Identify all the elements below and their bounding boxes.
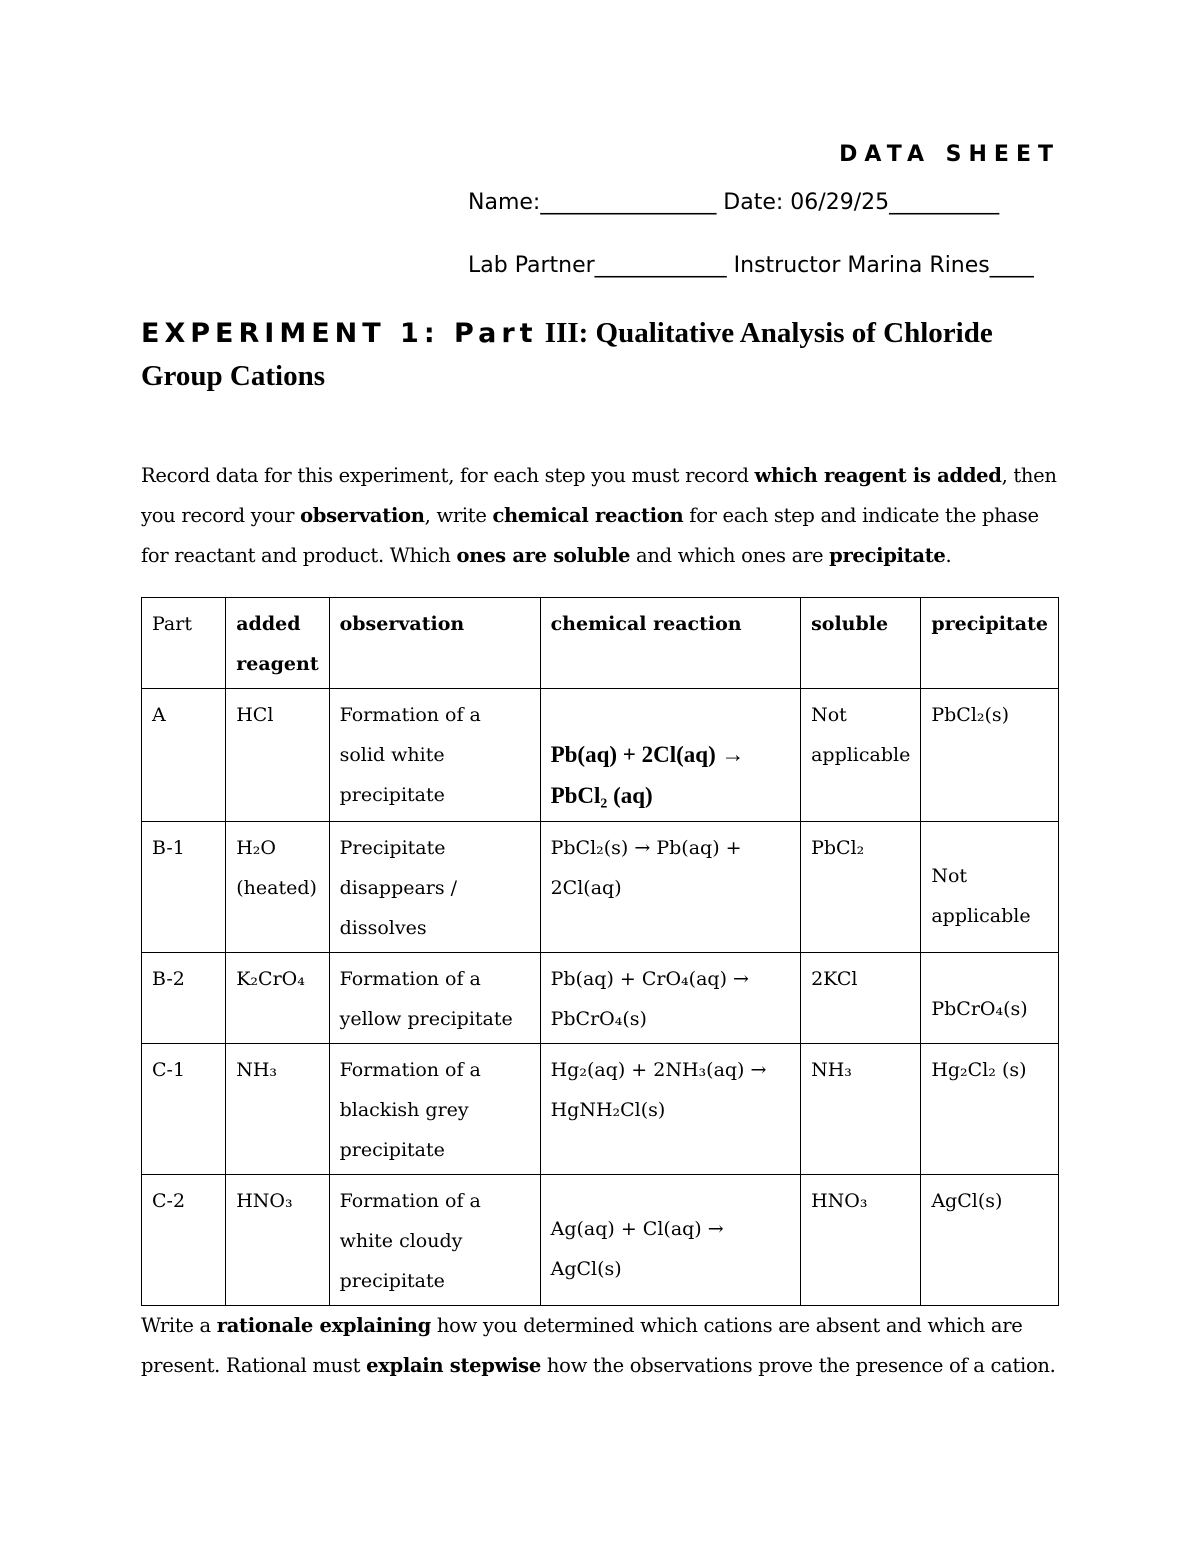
cell-part: B-1 <box>142 822 226 953</box>
experiment-label: EXPERIMENT 1: Part <box>141 318 538 349</box>
header-chemical-reaction: chemical reaction <box>540 598 800 689</box>
instr-bold-1: which reagent is added <box>754 464 1002 487</box>
instr-bold-2: observation <box>300 504 425 527</box>
name-date-line: Name:________________ Date: 06/29/25__________ <box>468 190 1000 215</box>
rationale-text-3: how the observations prove the presence of a cation. <box>540 1354 1056 1377</box>
rationale-text-1: Write a <box>141 1314 217 1337</box>
cell-reagent: HCl <box>226 689 329 822</box>
cell-reagent: K₂CrO₄ <box>226 953 329 1044</box>
header-precipitate: precipitate <box>921 598 1059 689</box>
rationale-bold-1: rationale explaining <box>216 1314 431 1337</box>
instr-text-4: for each step and indicate the phase for reactant and product. Which <box>141 504 1039 567</box>
cell-part: C-1 <box>142 1044 226 1175</box>
cell-observation: Formation of a solid white precipitate <box>329 689 540 822</box>
header-part: Part <box>142 598 226 689</box>
cell-observation: Formation of a yellow precipitate <box>329 953 540 1044</box>
table-row <box>142 822 1059 953</box>
table-header-row <box>142 598 1059 689</box>
header-added-reagent: added reagent <box>226 598 329 689</box>
table-row <box>142 1175 1059 1306</box>
experiment-title <box>141 314 1041 400</box>
instr-text-1: Record data for this experiment, for each step you must record <box>141 464 755 487</box>
rationale-paragraph <box>141 1306 1061 1386</box>
cell-observation: Formation of a white cloudy precipitate <box>329 1175 540 1306</box>
cell-reagent: NH₃ <box>226 1044 329 1175</box>
cell-part: B-2 <box>142 953 226 1044</box>
instr-text-2: , then you record your <box>141 464 1057 527</box>
instr-text-5: and which ones are <box>630 544 830 567</box>
cell-precipitate: Hg₂Cl₂ (s) <box>921 1044 1059 1175</box>
cell-soluble: PbCl₂ <box>801 822 921 953</box>
data-table <box>141 597 1059 1306</box>
cell-precipitate: AgCl(s) <box>921 1175 1059 1306</box>
rationale-text-2: how you determined which cations are absent and which are present. Rational must <box>141 1314 1023 1377</box>
instr-bold-4: ones are soluble <box>456 544 631 567</box>
cell-reaction: PbCl₂(s) → Pb(aq) + 2Cl(aq) <box>540 822 800 953</box>
cell-part: A <box>142 689 226 822</box>
table-row <box>142 1044 1059 1175</box>
reaction-text: Pb(aq) + 2Cl(aq) → PbCl₂ (aq) <box>550 742 745 808</box>
instr-text-6: . <box>945 544 952 567</box>
cell-precipitate: Not applicable <box>921 822 1059 953</box>
cell-reagent: HNO₃ <box>226 1175 329 1306</box>
header-observation: observation <box>329 598 540 689</box>
cell-reaction: Ag(aq) + Cl(aq) → AgCl(s) <box>540 1175 800 1306</box>
cell-reagent: H₂O (heated) <box>226 822 329 953</box>
cell-soluble: NH₃ <box>801 1044 921 1175</box>
cell-reaction: Hg₂(aq) + 2NH₃(aq) → HgNH₂Cl(s) <box>540 1044 800 1175</box>
rationale-bold-2: explain stepwise <box>366 1354 541 1377</box>
cell-reaction <box>540 689 800 822</box>
instr-bold-3: chemical reaction <box>492 504 684 527</box>
instr-bold-5: precipitate <box>829 544 946 567</box>
instr-text-3: , write <box>424 504 493 527</box>
cell-soluble: Not applicable <box>801 689 921 822</box>
cell-part: C-2 <box>142 1175 226 1306</box>
cell-soluble: HNO₃ <box>801 1175 921 1306</box>
table-row <box>142 953 1059 1044</box>
cell-reaction: Pb(aq) + CrO₄(aq) → PbCrO₄(s) <box>540 953 800 1044</box>
data-sheet-heading: DATA SHEET <box>839 142 1060 167</box>
header-soluble: soluble <box>801 598 921 689</box>
cell-soluble: 2KCl <box>801 953 921 1044</box>
table-row <box>142 689 1059 822</box>
cell-observation: Formation of a blackish grey precipitate <box>329 1044 540 1175</box>
experiment-title-text: III: Qualitative Analysis of Chloride Group Cations <box>141 317 993 392</box>
cell-observation: Precipitate disappears / dissolves <box>329 822 540 953</box>
cell-precipitate: PbCrO₄(s) <box>921 953 1059 1044</box>
cell-precipitate: PbCl₂(s) <box>921 689 1059 822</box>
partner-instructor-line: Lab Partner____________ Instructor Marina Rines____ <box>468 253 1034 278</box>
instructions-paragraph <box>141 456 1061 576</box>
